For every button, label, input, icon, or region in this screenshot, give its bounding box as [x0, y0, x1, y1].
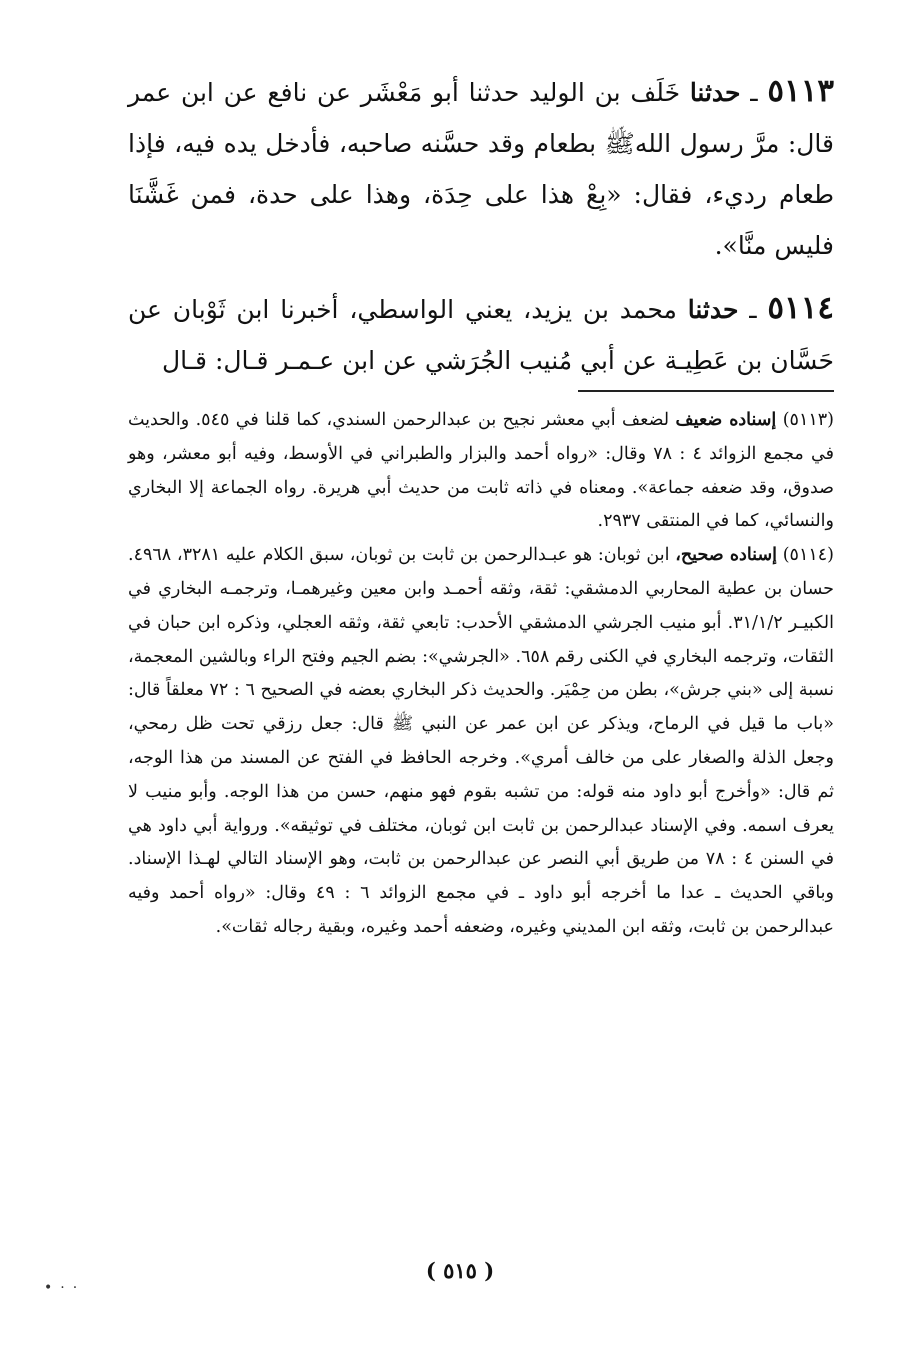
- footnotes: [128, 404, 834, 945]
- footnote-separator: [578, 390, 834, 392]
- footnote-text: لضعف أبي معشر نجيح بن عبدالرحمن السندي، كما قلنا في ٥٤٥. والحديث في مجمع الزوائد ٤ : ٧٨ وقال: «رواه أحمد والبزار والطبراني في الأوسط، وفيه أبو معشر، وهو صدوق، وقد ضعفه جماعة». ومعناه في ذاته ثابت من حديث أبي هريرة. رواه الجماعة إلا البخاري والنسائي، كما في المنتقى ٢٩٣٧.: [128, 410, 834, 532]
- hadith-lead: حدثنا: [687, 295, 739, 324]
- hadith-lead: حدثنا: [689, 78, 741, 107]
- main-text: [128, 66, 834, 398]
- hadith-5113: ٥١١٣ ـ حدثنا خَلَف بن الوليد حدثنا أبو مَعْشَر عن نافع عن ابن عمر قال: مرَّ رسول اللهﷺ بطعام وقد حسَّنه صاحبه، فأدخل يده فيه، فإذا طعام رديء، فقال: «بِعْ هذا على حِدَة، وهذا على حدة، فمن غَشَّنَا فليس منَّا».: [128, 73, 835, 260]
- scan-specks: •··: [44, 1280, 86, 1296]
- footnote-grade: إسناده صحيح،: [675, 545, 777, 566]
- hadith-number: ٥١١٣: [767, 73, 835, 109]
- footnote-ref: (٥١١٤): [782, 545, 834, 566]
- footnote-ref: (٥١١٣): [782, 410, 834, 430]
- hadith-text: محمد بن يزيد، يعني الواسطي، أخبرنا ابن ثَوْبان عن حَسَّان بن عَطِيـة عن أبي مُنيب الجُرَشي عن ابن عـمـر قـال: قـال: [128, 295, 834, 375]
- footnote-grade: إسناده ضعيف: [675, 410, 777, 430]
- footnote-5113: [128, 404, 834, 539]
- hadith-5114: ٥١١٤ ـ حدثنا محمد بن يزيد، يعني الواسطي، أخبرنا ابن ثَوْبان عن حَسَّان بن عَطِيـة عن أبي مُنيب الجُرَشي عن ابن عـمـر قـال: قـال: [128, 290, 835, 375]
- page-number: ( ٥١٥ ): [425, 1258, 495, 1283]
- hadith-text: خَلَف بن الوليد حدثنا أبو مَعْشَر عن نافع عن ابن عمر قال: مرَّ رسول اللهﷺ بطعام وقد حسَّنه صاحبه، فأدخل يده فيه، فإذا طعام رديء، فقال: «بِعْ هذا على حِدَة، وهذا على حدة، فمن غَشَّنَا فليس منَّا».: [128, 78, 834, 260]
- hadith-number: ٥١١٤: [767, 290, 835, 326]
- footnote-5114: [128, 539, 834, 945]
- footnote-text: ابن ثوبان: هو عبـدالرحمن بن ثابت بن ثوبان، سبق الكلام عليه ٣٢٨١، ٤٩٦٨. حسان بن عطية المحاربي الدمشقي: ثقة، وثقه أحمـد وابن معين وغيرهمـا، وترجمـه البخاري في الكبيـر ٣١/١/٢. أبو منيب الجرشي الدمشقي الأحدب: تابعي ثقة، وثقه العجلي، وذكره ابن حبان في الثقات، وترجمه البخاري في الكنى رقم ٦٥٨. «الجرشي»: بضم الجيم وفتح الراء وبالشين المعجمة، نسبة إلى «بني جرش»، بطن من حِمْيَر. والحديث ذكر البخاري بعضه في الصحيح ٦ : ٧٢ معلقاً قال: «باب ما قيل في الرماح، ويذكر عن ابن عمر عن النبي ﷺ قال: جعل رزقي تحت ظل رمحي، وجعل الذلة والصغار على من خالف أمري». وخرجه الحافظ في الفتح عن المسند من هذا الوجه، ثم قال: «وأخرج أبو داود منه قوله: من تشبه بقوم فهو منهم، حسن من هذا الوجه. وأبو منيب لا يعرف اسمه. وفي الإسناد عبدالرحمن بن ثابت ابن ثوبان، مختلف في توثيقه». ورواية أبي داود هي في السنن ٤ : ٧٨ من طريق أبي النصر عن عبدالرحمن بن ثابت، وهو الإسناد التالي لهـذا الإسناد. وباقي الحديث ـ عدا ما أخرجه أبو داود ـ في مجمع الزوائد ٦ : ٤٩ وقال: «رواه أحمد وفيه عبدالرحمن بن ثابت، وثقه ابن المديني وغيره، وضعفه أحمد وغيره، وبقية رجاله ثقات».: [128, 545, 835, 937]
